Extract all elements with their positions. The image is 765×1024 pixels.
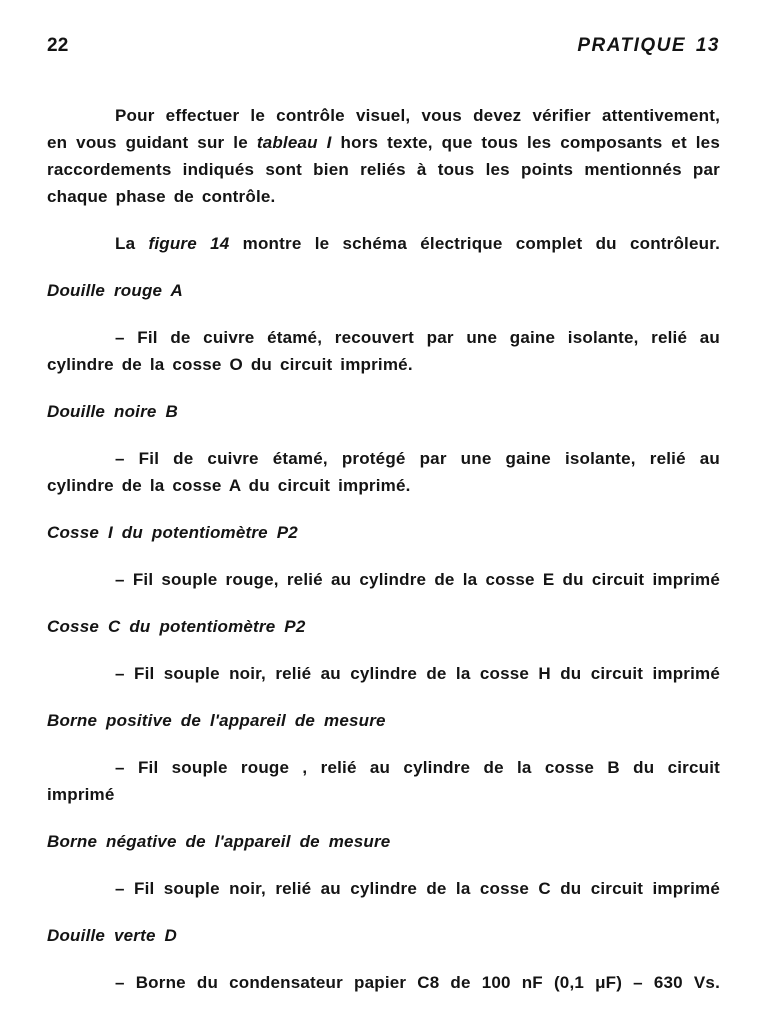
section-item: – Fil souple rouge , relié au cylindre de la cosse B du circuit imprimé [47, 758, 720, 804]
section-heading-douille-rouge-a: Douille rouge A [47, 281, 183, 300]
section-item: – Fil de cuivre étamé, recouvert par une gaine isolante, relié au cylindre de la cosse O du circuit imprimé. [47, 328, 720, 374]
section-item: – Fil souple rouge, relié au cylindre de la cosse E du circuit imprimé [115, 570, 720, 589]
intro-text-after: hors texte, que tous les composants et les raccordements indiqués sont bien reliés à tous les points mentionnés par chaque phase de contrôle. [47, 133, 720, 206]
page-header [47, 34, 720, 58]
figure-text-after: montre le schéma électrique complet du contrôleur. [229, 234, 721, 253]
figure-text-before: La [115, 234, 149, 253]
intro-paragraph [47, 102, 720, 210]
section-item: – Fil de cuivre étamé, protégé par une gaine isolante, relié au cylindre de la cosse A du circuit imprimé. [47, 449, 720, 495]
figure-paragraph [47, 230, 720, 257]
section-item: – Fil souple noir, relié au cylindre de la cosse H du circuit imprimé [115, 664, 720, 683]
section-item: – Borne du condensateur papier C8 de 100 nF (0,1 μF) – 630 Vs. [115, 973, 720, 992]
section-item: – Fil souple noir, relié au cylindre de la cosse C du circuit imprimé [115, 879, 720, 898]
section-heading-borne-negative: Borne négative de l'appareil de mesure [47, 832, 391, 851]
page-number: 22 [47, 35, 69, 56]
running-title: PRATIQUE 13 [577, 35, 720, 56]
table-reference: tableau I [256, 133, 332, 152]
section-heading-borne-positive: Borne positive de l'appareil de mesure [47, 711, 386, 730]
intro-text-before: Pour effectuer le contrôle visuel, vous devez vérifier attentivement, en vous guidant sur le [47, 106, 720, 152]
section-heading-douille-noire-b: Douille noire B [47, 402, 178, 421]
section-heading-douille-verte-d: Douille verte D [47, 926, 178, 945]
section-heading-cosse-i-p2: Cosse I du potentiomètre P2 [47, 523, 298, 542]
section-heading-cosse-c-p2: Cosse C du potentiomètre P2 [47, 617, 306, 636]
figure-reference: figure 14 [148, 234, 230, 253]
